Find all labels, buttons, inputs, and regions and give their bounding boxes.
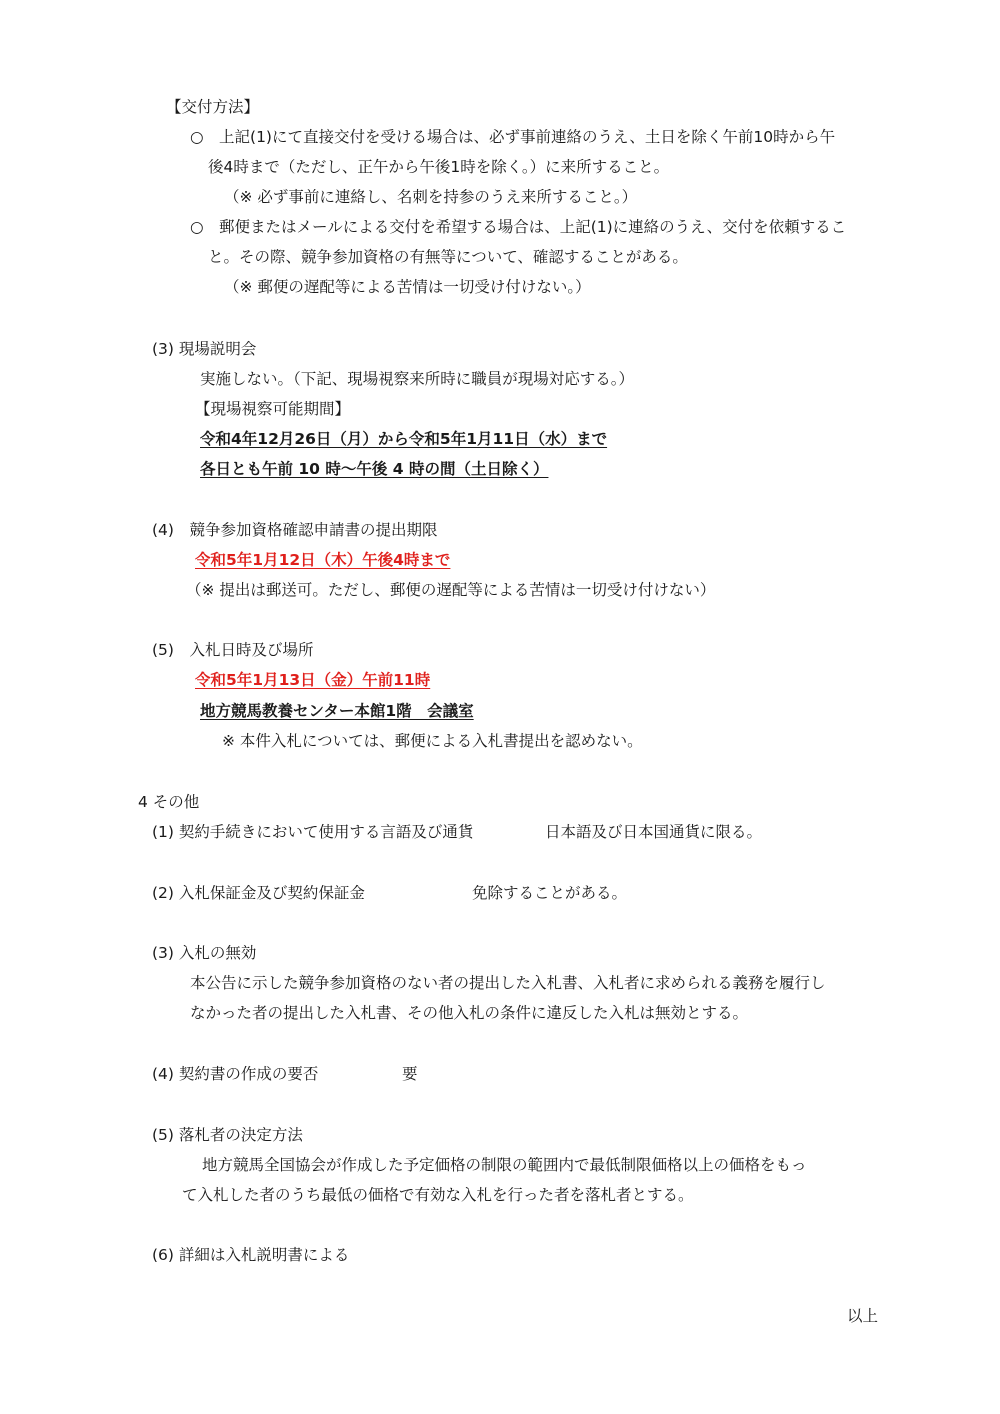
- delivery-item1-note: （※ 必ず事前に連絡し、名刺を持参のうえ来所すること。）: [224, 188, 638, 206]
- inspection-period-dates: 令和4年12月26日（月）から令和5年1月11日（水）まで: [200, 430, 608, 448]
- application-deadline-date: 令和5年1月12日（木）午後4時まで: [195, 551, 451, 569]
- other-item1-value: 日本語及び日本国通貨に限る。: [545, 823, 763, 841]
- bidding-place: 地方競馬教養センター本館1階 会議室: [200, 702, 474, 720]
- other-item2-label: (2) 入札保証金及び契約保証金: [152, 884, 365, 902]
- other-item3-line2: なかった者の提出した入札書、その他入札の条件に違反した入札は無効とする。: [190, 1004, 749, 1022]
- delivery-item2-line1: ○ 郵便またはメールによる交付を希望する場合は、上記(1)に連絡のうえ、交付を依頼するこ: [190, 218, 847, 236]
- inspection-period-hours: 各日とも午前 10 時～午後 4 時の間（土日除く）: [200, 460, 549, 478]
- delivery-item1-line1: ○ 上記(1)にて直接交付を受ける場合は、必ず事前連絡のうえ、土日を除く午前10時から午: [190, 128, 836, 146]
- delivery-item1-line2: 後4時まで（ただし、正午から午後1時を除く。）に来所すること。: [208, 158, 670, 176]
- site-briefing-text: 実施しない。（下記、現場視察来所時に職員が現場対応する。）: [200, 370, 635, 388]
- delivery-item2-note: （※ 郵便の遅配等による苦情は一切受け付けない。）: [224, 278, 591, 296]
- application-deadline-note: （※ 提出は郵送可。ただし、郵便の遅配等による苦情は一切受け付けない）: [186, 581, 716, 599]
- inspection-period-heading: 【現場視察可能期間】: [195, 400, 351, 418]
- other-item4-value: 要: [402, 1065, 418, 1083]
- other-item3-line1: 本公告に示した競争参加資格のない者の提出した入札書、入札者に求められる義務を履行し: [190, 974, 826, 992]
- other-item1-label: (1) 契約手続きにおいて使用する言語及び通貨: [152, 823, 474, 841]
- other-item5-line1: 地方競馬全国協会が作成した予定価格の制限の範囲内で最低制限価格以上の価格をもっ: [202, 1156, 807, 1174]
- application-deadline-heading: (4) 競争参加資格確認申請書の提出期限: [152, 521, 438, 539]
- bidding-heading: (5) 入札日時及び場所: [152, 641, 314, 659]
- closing-mark: 以上: [847, 1307, 879, 1325]
- other-item2-value: 免除することがある。: [472, 884, 628, 902]
- bidding-note: ※ 本件入札については、郵便による入札書提出を認めない。: [222, 732, 643, 750]
- delivery-item2-line2: と。その際、競争参加資格の有無等について、確認することがある。: [208, 248, 688, 266]
- other-item4-label: (4) 契約書の作成の要否: [152, 1065, 319, 1083]
- other-item5-heading: (5) 落札者の決定方法: [152, 1126, 303, 1144]
- other-heading: 4 その他: [138, 793, 200, 811]
- other-item6: (6) 詳細は入札説明書による: [152, 1246, 350, 1264]
- site-briefing-heading: (3) 現場説明会: [152, 340, 257, 358]
- delivery-method-heading: 【交付方法】: [166, 98, 260, 116]
- other-item3-heading: (3) 入札の無効: [152, 944, 257, 962]
- other-item5-line2: て入札した者のうち最低の価格で有効な入札を行った者を落札者とする。: [182, 1186, 694, 1204]
- bidding-datetime: 令和5年1月13日（金）午前11時: [195, 671, 431, 689]
